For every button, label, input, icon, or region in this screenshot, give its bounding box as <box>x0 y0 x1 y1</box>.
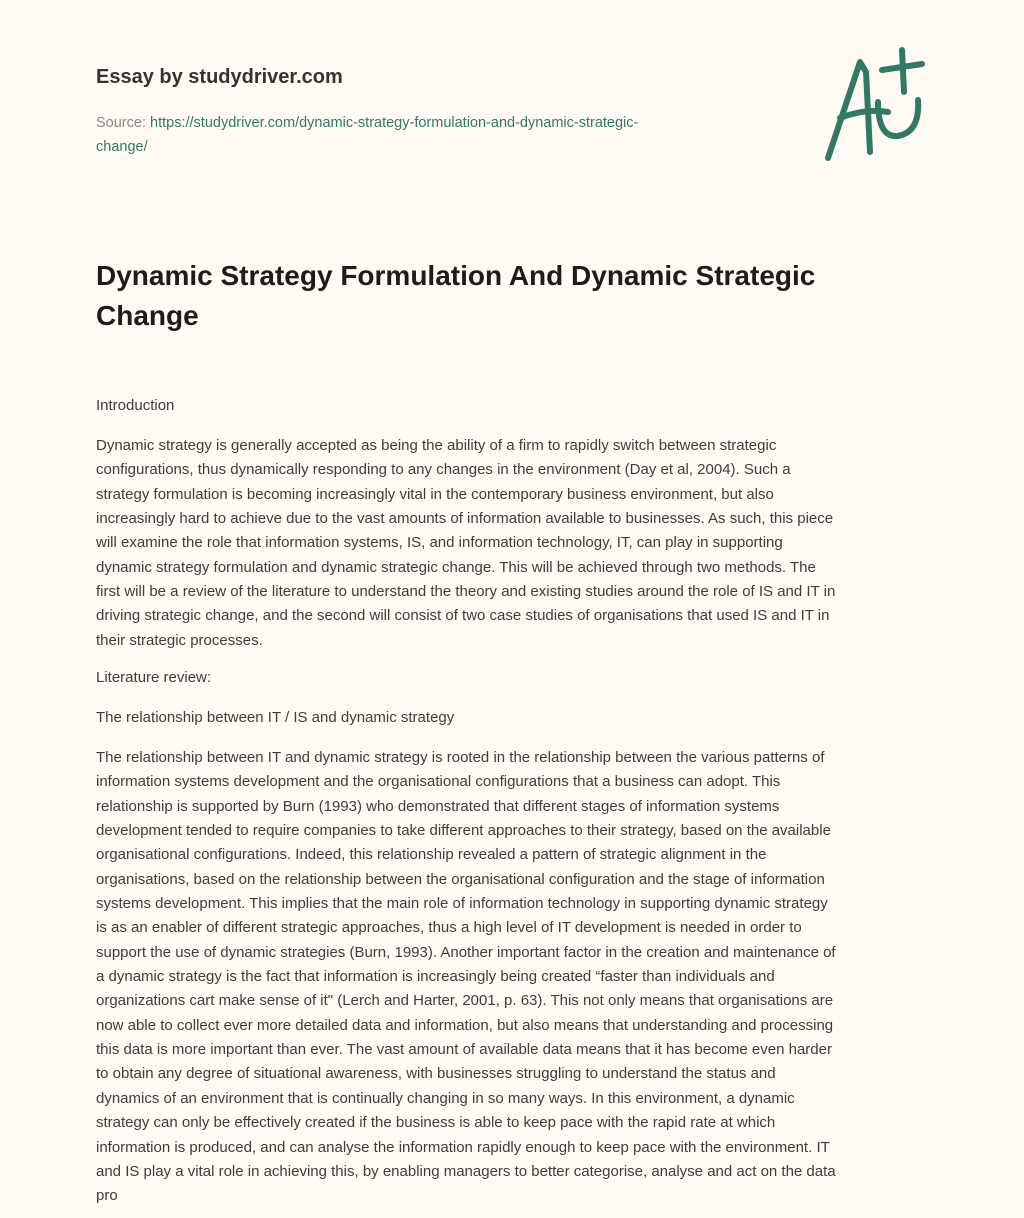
paragraph-line: this data is more important than ever. The vast amount of available data means that it has become even harder <box>96 1041 832 1059</box>
literature-paragraph <box>96 746 836 1209</box>
paragraph-line: dynamic strategy formulation and dynamic strategic change. This will be achieved through two methods. The <box>96 558 816 576</box>
paragraph-line: Dynamic strategy is generally accepted as being the ability of a firm to rapidly switch between strategic <box>96 437 777 454</box>
paragraph-line: will examine the role that information systems, IS, and information technology, IT, can play in supporting <box>96 534 783 552</box>
paragraph-line: driving strategic change, and the second will consist of two case studies of organisations that used IS and IT in <box>96 607 830 625</box>
site-brand: Essay by studydriver.com <box>96 66 343 88</box>
paragraph-line: development tended to require companies to take different approaches to their strategy, based on the available <box>96 822 831 840</box>
a-plus-logo <box>820 42 930 164</box>
paragraph-line: a dynamic strategy is the fact that information is increasingly being created “faster than individuals and <box>96 968 775 986</box>
paragraph-line: strategy can only be effectively created if the business is able to keep pace with the rapid rate at which <box>96 1114 776 1132</box>
relationship-subheading: The relationship between IT / IS and dynamic strategy <box>96 709 455 726</box>
source-link[interactable]: https://studydriver.com/dynamic-strategy-formulation-and-dynamic-strategic- change/ <box>96 115 639 155</box>
paragraph-line: organisational configurations. Indeed, this relationship revealed a pattern of strategic alignment in the <box>96 846 767 864</box>
paragraph-line: their strategic processes. <box>96 631 263 649</box>
paragraph-line: information systems development and the organisational configurations that a business can adopt. This <box>96 773 781 791</box>
paragraph-line: now able to collect ever more detailed data and information, but also means that understanding and processing <box>96 1016 834 1034</box>
paragraph-line: information is produced, and can analyse the information rapidly enough to keep pace with the environment. IT <box>96 1138 830 1156</box>
paragraph-line: is as an enabler of different strategic approaches, thus a high level of IT development is needed in order to <box>96 919 802 937</box>
intro-paragraph <box>96 434 835 653</box>
paragraph-line: relationship is supported by Burn (1993) who demonstrated that different stages of information systems <box>96 797 780 815</box>
paragraph-line: The relationship between IT and dynamic strategy is rooted in the relationship between the various patterns of <box>96 749 825 766</box>
paragraph-line: increasingly hard to achieve due to the vast amounts of information available to businesses. As such, this piece <box>96 510 834 528</box>
paragraph-line: dynamics of an environment that is continually changing in so many ways. In this environment, a dynamic <box>96 1089 795 1107</box>
paragraph-line: and IS play a vital role in achieving this, by enabling managers to better categorise, analyse and act on the data <box>96 1162 836 1180</box>
paragraph-line: strategy formulation is becoming increasingly vital in the contemporary business environment, but also <box>96 485 774 503</box>
source-line <box>96 111 756 159</box>
paragraph-line: configurations, thus dynamically responding to any changes in the environment (Day et al, 2004). Such a <box>96 461 791 479</box>
paragraph-line: first will be a review of the literature to understand the theory and existing studies around the role of IS and IT in <box>96 583 836 601</box>
page-title: Dynamic Strategy Formulation And Dynamic Strategic Change <box>96 260 816 331</box>
paragraph-line: to obtain any degree of situational awareness, with businesses struggling to understand the status and <box>96 1065 776 1083</box>
paragraph-line: pro <box>96 1187 118 1205</box>
paragraph-line: support the use of dynamic strategies (Burn, 1993). Another important factor in the creation and maintenance of <box>96 943 836 961</box>
literature-heading: Literature review: <box>96 669 212 686</box>
paragraph-line: systems development. This implies that the main role of information technology in supporting dynamic strategy <box>96 895 828 913</box>
intro-heading: Introduction <box>96 397 175 414</box>
source-label: Source: <box>96 115 146 131</box>
paragraph-line: organisations, based on the relationship between the organisational configuration and the stage of information <box>96 870 825 888</box>
paragraph-line: organizations cart make sense of it" (Lerch and Harter, 2001, p. 63). This not only means that organisations are <box>96 992 834 1010</box>
